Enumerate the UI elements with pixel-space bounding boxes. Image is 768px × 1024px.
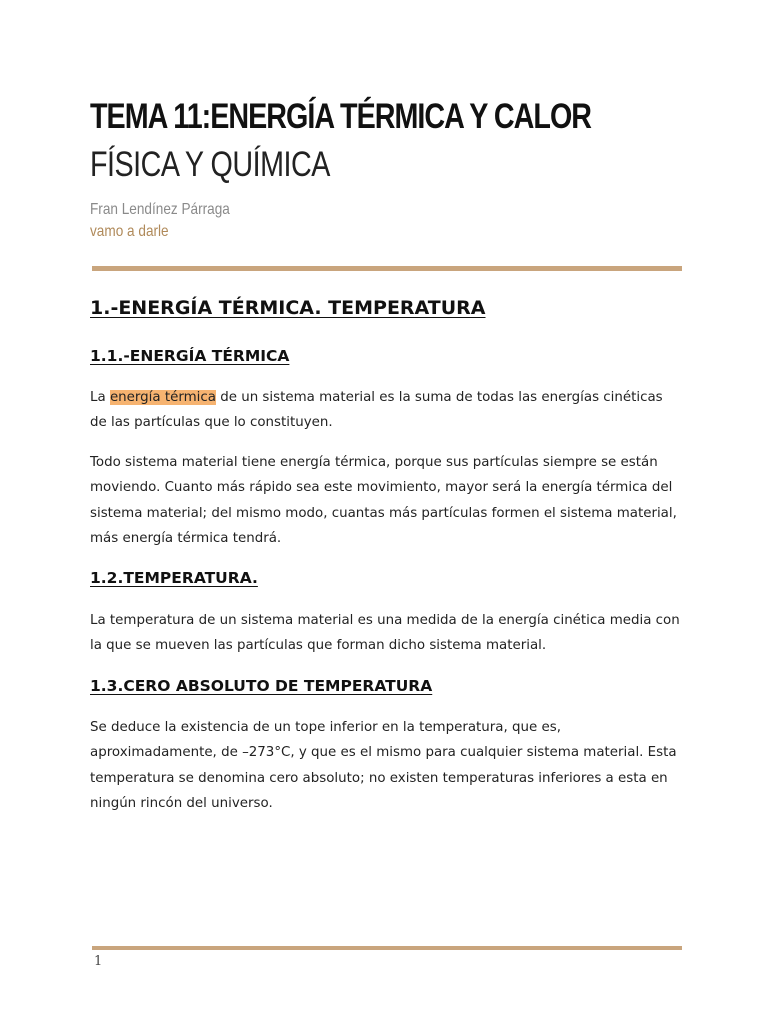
document-title: TEMA 11:ENERGÍA TÉRMICA Y CALOR	[90, 97, 592, 136]
subsection-heading-cero-absoluto: 1.3.CERO ABSOLUTO DE TEMPERATURA	[90, 677, 433, 695]
section-heading-energia-termica-temperatura: 1.-ENERGÍA TÉRMICA. TEMPERATURA	[90, 297, 486, 319]
subsection-heading-energia-termica: 1.1.-ENERGÍA TÉRMICA	[90, 347, 290, 365]
footer-divider	[92, 946, 682, 950]
paragraph-text: La	[90, 390, 110, 405]
paragraph-energia-termica-movimiento: Todo sistema material tiene energía térmica, porque sus partículas siempre se están moviendo. Cuanto más rápido sea este movimiento, mayor será la energía térmica del sistema material; del mismo modo, cuantas más partículas formen el sistema material, más energía térmica tendrá.	[90, 455, 677, 546]
paragraph-definition-energia-termica	[90, 385, 682, 436]
header-divider	[92, 266, 682, 271]
document-motto: vamo a darle	[90, 223, 169, 240]
paragraph-text: de un sistema material es la suma de todas las energías cinéticas de las partículas que lo constituyen.	[90, 390, 663, 431]
paragraph-cero-absoluto: Se deduce la existencia de un tope inferior en la temperatura, que es, aproximadamente, de –273°C, y que es el mismo para cualquier sistema material. Esta temperatura se denomina cero absoluto; no existen temperaturas inferiores a esta en ningún rincón del universo.	[90, 720, 677, 811]
page-number: 1	[94, 954, 103, 969]
highlighted-term: energía térmica	[109, 390, 216, 405]
author-name: Fran Lendínez Párraga	[90, 201, 230, 218]
document-subtitle: FÍSICA Y QUÍMICA	[90, 145, 330, 184]
subsection-heading-temperatura: 1.2.TEMPERATURA.	[90, 569, 258, 587]
paragraph-temperatura: La temperatura de un sistema material es una medida de la energía cinética media con la que se mueven las partículas que forman dicho sistema material.	[90, 613, 680, 654]
